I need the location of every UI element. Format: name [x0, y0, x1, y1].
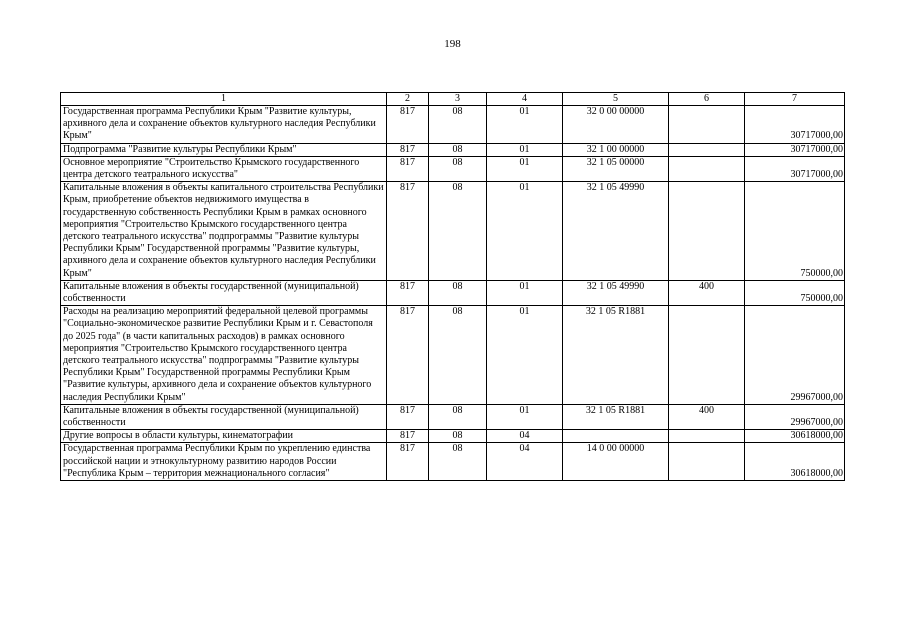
row-target	[563, 430, 669, 443]
row-target: 32 1 05 49990	[563, 280, 669, 305]
row-amount: 30717000,00	[745, 156, 845, 181]
row-amount: 30618000,00	[745, 430, 845, 443]
table-header-row	[61, 93, 845, 106]
row-subsection: 01	[487, 106, 563, 144]
row-target: 32 1 05 49990	[563, 182, 669, 281]
row-expense-type	[669, 443, 745, 481]
row-name: Государственная программа Республики Крым "Развитие культуры, архивного дела и сохранение объектов культурного наследия Республики Крым"	[61, 106, 387, 144]
row-expense-type: 400	[669, 280, 745, 305]
row-name: Капитальные вложения в объекты капитального строительства Республики Крым, приобретение объектов недвижимого имущества в государственную собственность Республики Крым в рамках основного мероприятия "Строительство Крымского государственного центра детского театрального искусства" подпрограммы "Развитие культуры Республики Крым" Государственной программы "Развитие культуры, архивного дела и сохранение объектов культурного наследия Республики Крым"	[61, 182, 387, 281]
row-name: Основное мероприятие "Строительство Крымского государственного центра детского театрального искусства"	[61, 156, 387, 181]
row-expense-type	[669, 306, 745, 405]
row-ministry: 817	[387, 280, 429, 305]
row-ministry: 817	[387, 404, 429, 429]
table-row	[61, 430, 845, 443]
column-header: 1	[61, 93, 387, 106]
row-section: 08	[429, 306, 487, 405]
row-subsection: 04	[487, 430, 563, 443]
row-expense-type	[669, 430, 745, 443]
table-row	[61, 443, 845, 481]
row-subsection: 01	[487, 280, 563, 305]
row-name: Государственная программа Республики Крым по укреплению единства российской нации и этнокультурному развитию народов России "Республика Крым – территория межнационального согласия"	[61, 443, 387, 481]
row-target: 32 1 05 R1881	[563, 404, 669, 429]
row-ministry: 817	[387, 430, 429, 443]
row-target: 32 0 00 00000	[563, 106, 669, 144]
column-header: 5	[563, 93, 669, 106]
row-section: 08	[429, 443, 487, 481]
row-expense-type	[669, 182, 745, 281]
row-amount: 30717000,00	[745, 143, 845, 156]
row-target: 32 1 05 00000	[563, 156, 669, 181]
row-ministry: 817	[387, 306, 429, 405]
row-subsection: 01	[487, 404, 563, 429]
row-target: 32 1 05 R1881	[563, 306, 669, 405]
row-name: Капитальные вложения в объекты государственной (муниципальной) собственности	[61, 280, 387, 305]
row-subsection: 01	[487, 182, 563, 281]
table-row	[61, 106, 845, 144]
row-amount: 750000,00	[745, 182, 845, 281]
row-section: 08	[429, 280, 487, 305]
table-row	[61, 404, 845, 429]
row-amount: 30618000,00	[745, 443, 845, 481]
row-subsection: 01	[487, 306, 563, 405]
column-header: 7	[745, 93, 845, 106]
page-number: 198	[444, 38, 461, 50]
row-expense-type	[669, 106, 745, 144]
row-ministry: 817	[387, 156, 429, 181]
row-amount: 29967000,00	[745, 306, 845, 405]
row-name: Капитальные вложения в объекты государственной (муниципальной) собственности	[61, 404, 387, 429]
table-row	[61, 182, 845, 281]
column-header: 2	[387, 93, 429, 106]
row-amount: 30717000,00	[745, 106, 845, 144]
table-row	[61, 143, 845, 156]
row-amount: 29967000,00	[745, 404, 845, 429]
row-name: Подпрограмма "Развитие культуры Республики Крым"	[61, 143, 387, 156]
row-target: 32 1 00 00000	[563, 143, 669, 156]
row-expense-type: 400	[669, 404, 745, 429]
column-header: 3	[429, 93, 487, 106]
row-ministry: 817	[387, 143, 429, 156]
column-header: 4	[487, 93, 563, 106]
row-expense-type	[669, 143, 745, 156]
row-amount: 750000,00	[745, 280, 845, 305]
table-row	[61, 280, 845, 305]
table-row	[61, 156, 845, 181]
row-target: 14 0 00 00000	[563, 443, 669, 481]
row-name: Другие вопросы в области культуры, кинематографии	[61, 430, 387, 443]
row-subsection: 04	[487, 443, 563, 481]
table-row	[61, 306, 845, 405]
row-ministry: 817	[387, 443, 429, 481]
budget-table	[60, 92, 845, 481]
row-section: 08	[429, 430, 487, 443]
row-name: Расходы на реализацию мероприятий федеральной целевой программы "Социально-экономическое развитие Республики Крым и г. Севастополя до 2025 года" (в части капитальных расходов) в рамках основного мероприятия "Строительство Крымского государственного центра детского театрального искусства" подпрограммы "Развитие культуры Республики Крым" Государственной программы Республики Крым "Развитие культуры, архивного дела и сохранение объектов культурного наследия Республики Крым"	[61, 306, 387, 405]
row-section: 08	[429, 404, 487, 429]
row-ministry: 817	[387, 106, 429, 144]
row-section: 08	[429, 143, 487, 156]
column-header: 6	[669, 93, 745, 106]
row-subsection: 01	[487, 143, 563, 156]
row-section: 08	[429, 182, 487, 281]
row-section: 08	[429, 106, 487, 144]
row-subsection: 01	[487, 156, 563, 181]
row-ministry: 817	[387, 182, 429, 281]
row-expense-type	[669, 156, 745, 181]
row-section: 08	[429, 156, 487, 181]
